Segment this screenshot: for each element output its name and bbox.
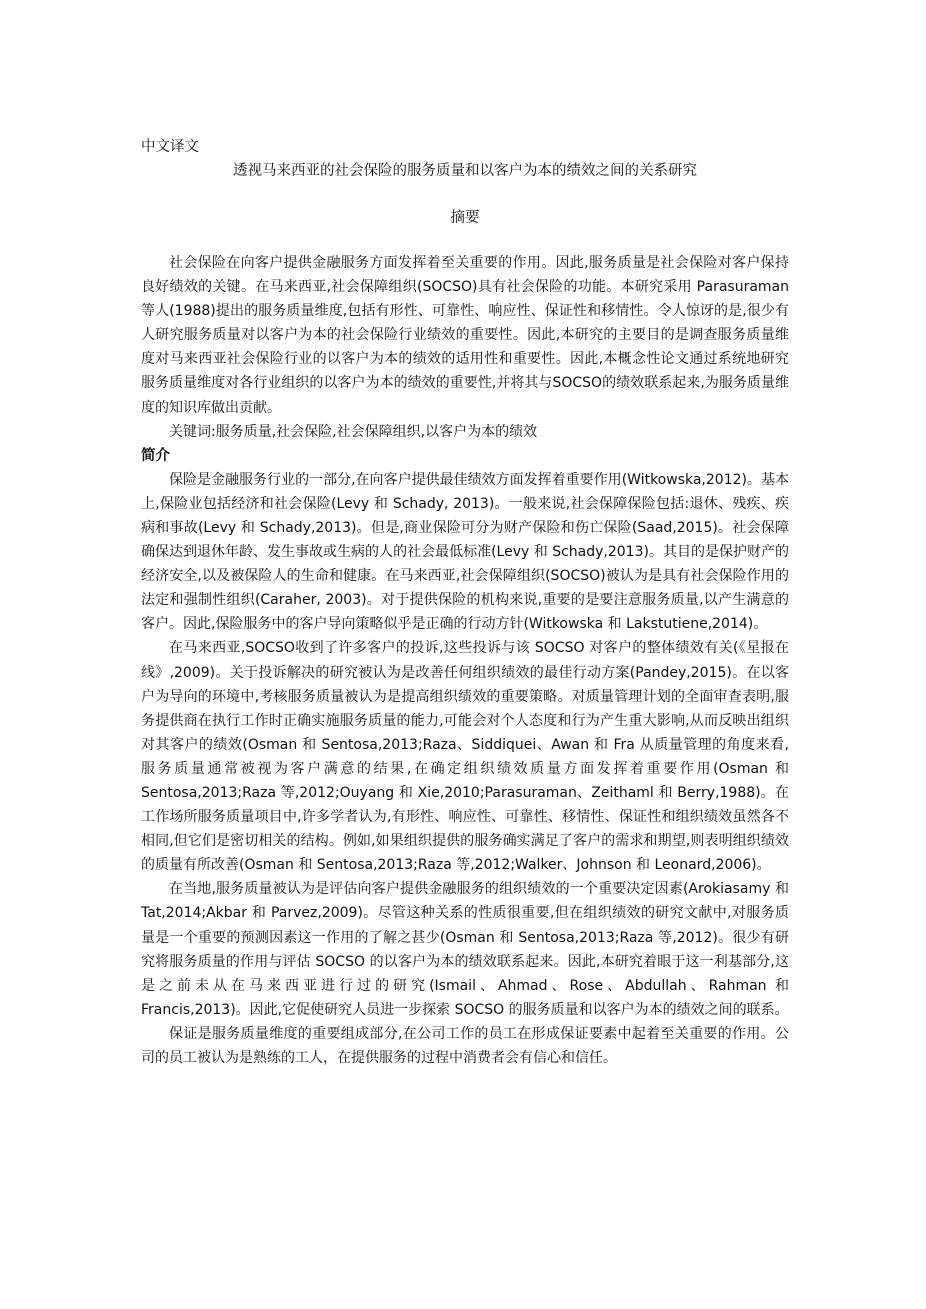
body-paragraph: 保险是金融服务行业的一部分,在向客户提供最佳绩效方面发挥着重要作用(Witkowska,2012)。基本上,保险业包括经济和社会保险(Levy 和 Schady, 2013)。一般来说,社会保障保险包括:退休、残疾、疾病和事故(Levy 和 Schady,2013)。但是,商业保险可分为财产保险和伤亡保险(Saad,2015)。社会保障确保达到退休年龄、发生事故或生病的人的社会最低标准(Levy 和 Schady,2013)。其目的是保护财产的经济安全,以及被保险人的生命和健康。在马来西亚,社会保障组织(SOCSO)被认为是具有社会保险作用的法定和强制性组织(Caraher, 2003)。对于提供保险的机构来说,重要的是要注意服务质量,以产生满意的客户。因此,保险服务中的客户导向策略似乎是正确的行动方针(Witkowska 和 Lakstutiene,2014)。: [141, 471, 789, 633]
body-paragraph: 在当地,服务质量被认为是评估向客户提供金融服务的组织绩效的一个重要决定因素(Arokiasamy 和 Tat,2014;Akbar 和 Parvez,2009)。尽管这种关系的性质很重要,但在组织绩效的研究文献中,对服务质量是一个重要的预测因素这一作用的了解之甚少(Osman 和 Sentosa,2013;Raza 等,2012)。很少有研究将服务质量的作用与评估 SOCSO 的以客户为本的绩效联系起来。因此,本研究着眼于这一利基部分,这是之前未从在马来西亚进行过的研究(Ismail、Ahmad、Rose、Abdullah、Rahman 和 Francis,2013)。因此,它促使研究人员进一步探索 SOCSO 的服务质量和以客户为本的绩效之间的联系。: [141, 881, 789, 1018]
body-paragraph: 在马来西亚,SOCSO收到了许多客户的投诉,这些投诉与该 SOCSO 对客户的整体绩效有关(《星报在线》,2009)。关于投诉解决的研究被认为是改善任何组织绩效的最佳行动方案(Pandey,2015)。在以客户为导向的环境中,考核服务质量被认为是提高组织绩效的重要策略。对质量管理计划的全面审查表明,服务提供商在执行工作时正确实施服务质量的能力,可能会对个人态度和行为产生重大影响,从而反映出组织对其客户的绩效(Osman 和 Sentosa,2013;Raza、Siddiquei、Awan 和 Fra 从质量管理的角度来看,服务质量通常被视为客户满意的结果,在确定组织绩效质量方面发挥着重要作用(Osman 和 Sentosa,2013;Raza 等,2012;Ouyang 和 Xie,2010;Parasuraman、Zeithaml 和 Berry,1988)。在工作场所服务质量项目中,许多学者认为,有形性、响应性、可靠性、移情性、保证性和组织绩效虽然各不相同,但它们是密切相关的结构。例如,如果组织提供的服务确实满足了客户的需求和期望,则表明组织绩效的质量有所改善(Osman 和 Sentosa,2013;Raza 等,2012;Walker、Johnson 和 Leonard,2006)。: [141, 640, 789, 874]
translation-label: 中文译文: [141, 139, 199, 155]
keywords-line: 关键词:服务质量,社会保险,社会保障组织,以客户为本的绩效: [169, 423, 538, 440]
abstract-paragraph: 社会保险在向客户提供金融服务方面发挥着至关重要的作用。因此,服务质量是社会保险对客户保持良好绩效的关键。在马来西亚,社会保障组织(SOCSO)具有社会保险的功能。本研究采用 Parasuraman 等人(1988)提出的服务质量维度,包括有形性、可靠性、响应性、保证性和移情性。令人惊讶的是,很少有人研究服务质量对以客户为本的社会保险行业绩效的重要性。因此,本研究的主要目的是调查服务质量维度对马来西亚社会保险行业的以客户为本的绩效的适用性和重要性。因此,本概念性论文通过系统地研究服务质量维度对各行业组织的以客户为本的绩效的重要性,并将其与SOCSO的绩效联系起来,为服务质量维度的知识库做出贡献。: [141, 255, 789, 416]
document-page: [141, 136, 789, 1070]
body-paragraph: 保证是服务质量维度的重要组成部分,在公司工作的员工在形成保证要素中起着至关重要的作用。公司的员工被认为是熟练的工人，在提供服务的过程中消费者会有信心和信任。: [141, 1025, 789, 1066]
intro-heading: 简介: [141, 447, 170, 464]
abstract-heading: 摘要: [450, 210, 480, 226]
document-title: 透视马来西亚的社会保险的服务质量和以客户为本的绩效之间的关系研究: [233, 163, 697, 179]
